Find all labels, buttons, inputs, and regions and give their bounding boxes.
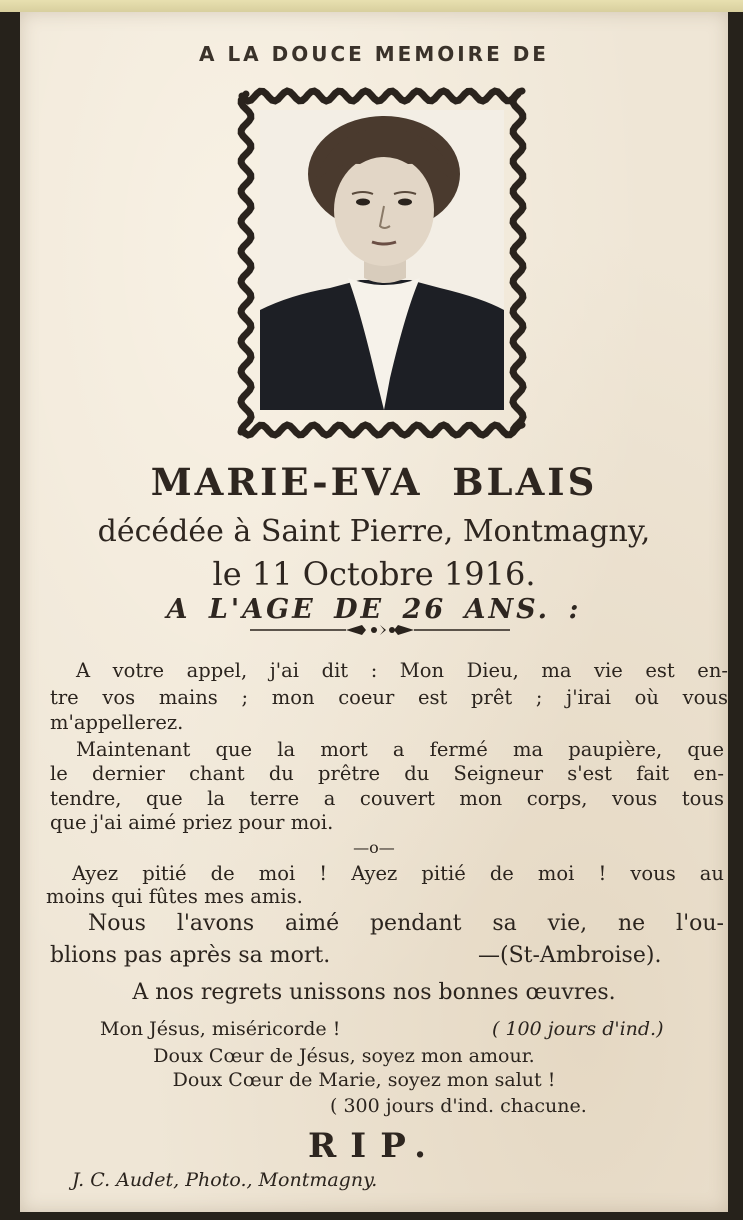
- prayer-paragraph-5: A nos regrets unissons nos bonnes œuvres.: [132, 980, 616, 1005]
- prayer-line: m'appellerez.: [50, 711, 184, 734]
- prayer-line: tre vos mains ; mon coeur est prêt ; j'irai où vous: [50, 686, 728, 709]
- death-date: le 11 Octobre 1916.: [212, 555, 536, 593]
- prayer-line: Maintenant que la mort a fermé ma paupière, que: [76, 738, 724, 761]
- wavy-border-left: [241, 94, 251, 432]
- age-at-death: A L'AGE DE 26 ANS. :: [166, 594, 582, 625]
- deceased-name: MARIE-EVA BLAIS: [150, 460, 598, 504]
- wavy-border-right: [513, 94, 523, 432]
- death-place: décédée à Saint Pierre, Montmagny,: [97, 514, 651, 549]
- prayer-line: Ayez pitié de moi ! Ayez pitié de moi ! vous au: [72, 862, 724, 885]
- prayer-line: tendre, que la terre a couvert mon corps, vous tous: [50, 787, 724, 810]
- invocation-line: Mon Jésus, miséricorde !: [100, 1018, 341, 1040]
- portrait-photo: [260, 110, 504, 410]
- prayer-line: moins qui fûtes mes amis.: [46, 885, 303, 908]
- wavy-border-bottom: [242, 425, 522, 435]
- invocation-line: Doux Cœur de Jésus, soyez mon amour.: [153, 1045, 535, 1067]
- rip-text: RIP.: [308, 1126, 440, 1166]
- prayer-line: le dernier chant du prêtre du Seigneur s'est fait en-: [50, 762, 724, 785]
- wavy-border-top: [242, 91, 522, 101]
- prayer-line: Nous l'avons aimé pendant sa vie, ne l'ou-: [88, 911, 724, 936]
- adjacent-paper-strip: [0, 0, 743, 12]
- prayer-line: que j'ai aimé priez pour moi.: [50, 811, 334, 834]
- divider-ornament: [250, 622, 510, 638]
- prayer-line: blions pas après sa mort.: [50, 943, 331, 968]
- indulgence-note: ( 300 jours d'ind. chacune.: [330, 1095, 587, 1117]
- separator: —o—: [353, 838, 395, 857]
- portrait-frame: [234, 84, 530, 442]
- photographer-credit: J. C. Audet, Photo., Montmagny.: [72, 1169, 378, 1191]
- indulgence-note: ( 100 jours d'ind.): [492, 1018, 664, 1040]
- prayer-line: A votre appel, j'ai dit : Mon Dieu, ma vie est en-: [76, 659, 728, 682]
- card-header: A LA DOUCE MEMOIRE DE: [199, 42, 549, 66]
- memorial-card: [20, 12, 728, 1212]
- attribution: —(St-Ambroise).: [478, 943, 662, 968]
- invocation-line: Doux Cœur de Marie, soyez mon salut !: [172, 1069, 556, 1091]
